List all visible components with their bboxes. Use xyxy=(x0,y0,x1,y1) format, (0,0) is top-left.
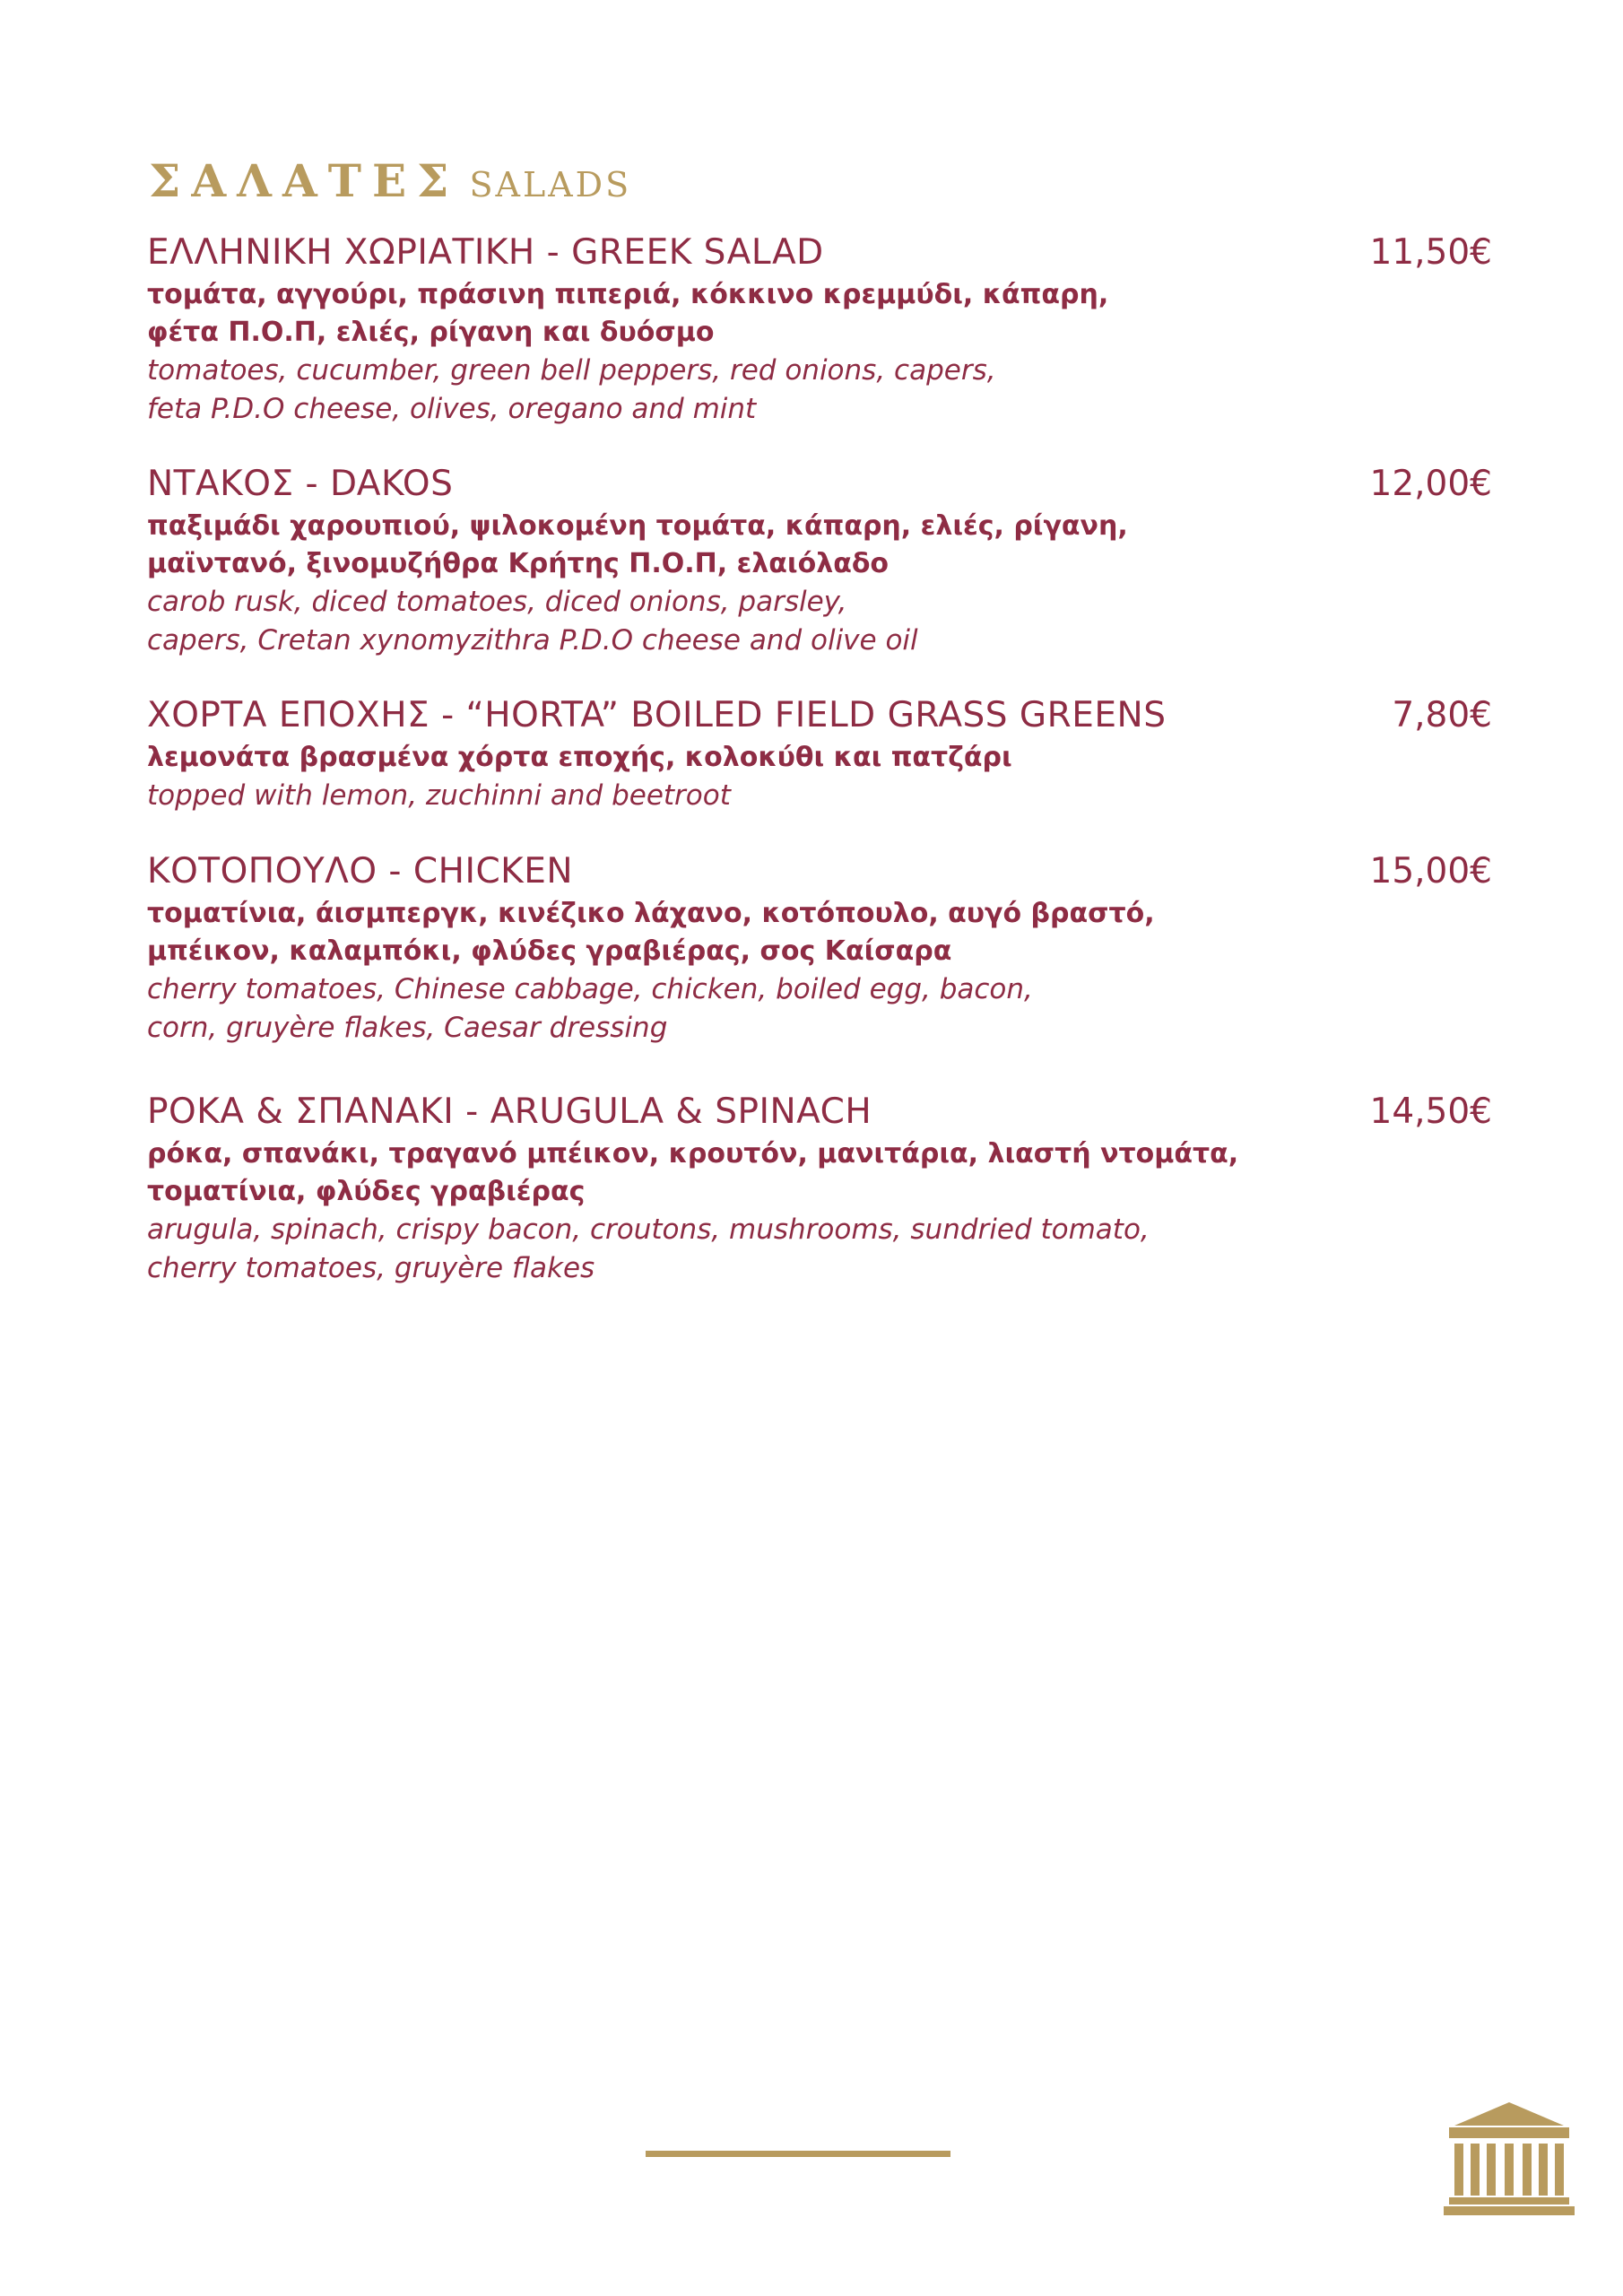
section-title-greek: ΣΑΛΑΤΕΣ xyxy=(149,154,460,207)
menu-item-horta xyxy=(147,692,1492,815)
item-description-greek xyxy=(147,276,1492,352)
description-line: topped with lemon, zuchinni and beetroot xyxy=(147,779,731,812)
description-line: λεμονάτα βρασμένα χόρτα εποχής, κολοκύθι και πατζάρι xyxy=(147,742,1012,773)
description-line: τομάτα, αγγούρι, πράσινη πιπεριά, κόκκινο κρεμμύδι, κάπαρη, xyxy=(147,279,1109,310)
description-line: φέτα Π.Ο.Π, ελιές, ρίγανη και δυόσμο xyxy=(147,317,715,348)
description-line: capers, Cretan xynomyzithra P.D.O cheese and olive oil xyxy=(147,624,918,657)
item-description-greek xyxy=(147,1135,1492,1211)
item-description-english xyxy=(147,583,1492,660)
description-line: arugula, spinach, crispy bacon, croutons, mushrooms, sundried tomato, xyxy=(147,1213,1150,1246)
item-price: 12,00€ xyxy=(1369,464,1492,504)
item-description-greek xyxy=(147,739,1492,777)
description-line: feta P.D.O cheese, olives, oregano and mint xyxy=(147,393,757,425)
item-price: 7,80€ xyxy=(1392,695,1492,735)
item-description-english xyxy=(147,970,1492,1048)
menu-item-chicken xyxy=(147,848,1492,1048)
item-description-greek xyxy=(147,895,1492,970)
menu-item-greek-salad xyxy=(147,230,1492,429)
item-description-english xyxy=(147,777,1492,815)
description-line: παξιμάδι χαρουπιού, ψιλοκομένη τομάτα, κάπαρη, ελιές, ρίγανη, xyxy=(147,510,1128,542)
item-title: ΕΛΛΗΝΙΚΗ ΧΩΡΙΑΤΙΚΗ - GREEK SALAD xyxy=(147,232,824,273)
description-line: cherry tomatoes, Chinese cabbage, chicken, boiled egg, bacon, xyxy=(147,973,1033,1005)
temple-icon xyxy=(1442,2099,1576,2217)
item-description-english xyxy=(147,1211,1492,1288)
item-price: 14,50€ xyxy=(1369,1091,1492,1132)
item-title: ΧΟΡΤΑ ΕΠΟΧΗΣ - “HORTA” BOILED FIELD GRASS GREENS xyxy=(147,695,1167,735)
description-line: corn, gruyère flakes, Caesar dressing xyxy=(147,1012,668,1044)
item-title: ΝΤΑΚΟΣ - DAKOS xyxy=(147,464,454,504)
item-title: ΡΟΚΑ & ΣΠΑΝΑΚΙ - ARUGULA & SPINACH xyxy=(147,1091,872,1132)
description-line: ρόκα, σπανάκι, τραγανό μπέικον, κρουτόν, μανιτάρια, λιαστή ντομάτα, xyxy=(147,1138,1239,1170)
item-title: ΚΟΤΟΠΟΥΛΟ - CHICKEN xyxy=(147,851,574,891)
menu-item-dakos xyxy=(147,461,1492,660)
description-line: τοματίνια, άισμπεργκ, κινέζικο λάχανο, κοτόπουλο, αυγό βραστό, xyxy=(147,898,1155,929)
footer-divider xyxy=(646,2151,950,2157)
menu-item-arugula-spinach xyxy=(147,1089,1492,1288)
section-title-english: SALADS xyxy=(469,165,632,204)
description-line: τοματίνια, φλύδες γραβιέρας xyxy=(147,1176,586,1207)
section-header xyxy=(149,154,631,207)
description-line: tomatoes, cucumber, green bell peppers, red onions, capers, xyxy=(147,354,996,387)
description-line: carob rusk, diced tomatoes, diced onions, parsley, xyxy=(147,586,847,618)
item-price: 15,00€ xyxy=(1369,851,1492,891)
description-line: μαϊντανό, ξινομυζήθρα Κρήτης Π.Ο.Π, ελαιόλαδο xyxy=(147,548,890,579)
description-line: μπέικον, καλαμπόκι, φλύδες γραβιέρας, σος Καίσαρα xyxy=(147,935,952,967)
item-description-english xyxy=(147,352,1492,429)
item-description-greek xyxy=(147,508,1492,583)
item-price: 11,50€ xyxy=(1369,232,1492,273)
description-line: cherry tomatoes, gruyère flakes xyxy=(147,1252,595,1284)
